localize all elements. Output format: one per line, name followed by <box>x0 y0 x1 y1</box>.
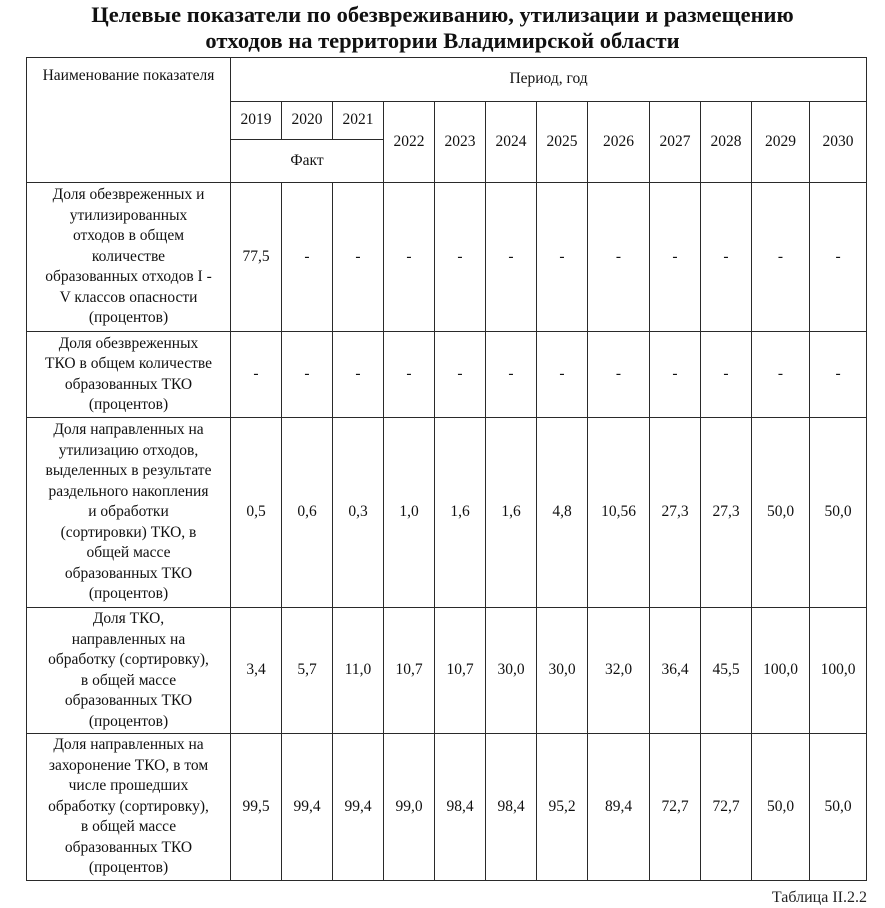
value-cell: 77,5 <box>231 183 282 332</box>
value-cell: 99,0 <box>384 734 435 881</box>
indicator-name-line: количестве <box>91 247 166 265</box>
indicator-name-line: Доля направленных на <box>53 736 204 754</box>
value-cell: 27,3 <box>650 418 701 608</box>
value-cell: 100,0 <box>752 608 810 734</box>
value-cell: - <box>435 332 486 418</box>
indicator-name-line: обработку (сортировку), <box>48 797 209 815</box>
value-cell: 72,7 <box>650 734 701 881</box>
value-cell: 98,4 <box>435 734 486 881</box>
value-cell: - <box>333 332 384 418</box>
value-cell: 11,0 <box>333 608 384 734</box>
value-cell: - <box>282 332 333 418</box>
value-cell: - <box>231 332 282 418</box>
value-cell: - <box>537 332 588 418</box>
value-cell: 50,0 <box>810 418 867 608</box>
indicator-name <box>27 734 231 881</box>
value-cell: 1,6 <box>486 418 537 608</box>
indicator-name-line: утилизацию отходов, <box>58 441 199 459</box>
header-fact: Факт <box>231 140 384 183</box>
value-cell: - <box>435 183 486 332</box>
value-cell: 50,0 <box>752 418 810 608</box>
value-cell: 27,3 <box>701 418 752 608</box>
value-cell: 72,7 <box>701 734 752 881</box>
value-cell: 0,6 <box>282 418 333 608</box>
table-row <box>27 608 867 734</box>
indicator-name-line: (сортировки) ТКО, в <box>60 523 197 541</box>
value-cell: - <box>752 183 810 332</box>
value-cell: 30,0 <box>486 608 537 734</box>
indicator-name-line: (процентов) <box>88 585 169 603</box>
indicator-name-line: образованных ТКО <box>64 692 193 709</box>
value-cell: 50,0 <box>752 734 810 881</box>
indicator-name-line: направленных на <box>71 630 186 648</box>
value-cell: - <box>752 332 810 418</box>
header-year: 2028 <box>701 102 752 183</box>
indicator-name <box>27 332 231 418</box>
indicator-name <box>27 183 231 332</box>
indicator-name-line: отходов в общем <box>72 227 185 245</box>
value-cell: - <box>282 183 333 332</box>
indicator-name-line: выделенных в результате <box>45 462 212 480</box>
value-cell: - <box>537 183 588 332</box>
page-title <box>0 2 885 54</box>
indicator-name-line: (процентов) <box>88 712 169 730</box>
value-cell: - <box>810 183 867 332</box>
indicator-name-line: V классов опасности <box>59 288 198 306</box>
indicator-name-line: захоронение ТКО, в том <box>48 756 209 774</box>
value-cell: 98,4 <box>486 734 537 881</box>
value-cell: 50,0 <box>810 734 867 881</box>
value-cell: - <box>588 183 650 332</box>
indicator-name-line: Доля ТКО, <box>92 610 165 627</box>
value-cell: - <box>384 183 435 332</box>
value-cell: - <box>486 332 537 418</box>
value-cell: 1,0 <box>384 418 435 608</box>
value-cell: - <box>384 332 435 418</box>
table-row <box>27 734 867 881</box>
value-cell: 36,4 <box>650 608 701 734</box>
value-cell: 4,8 <box>537 418 588 608</box>
header-year: 2024 <box>486 102 537 183</box>
value-cell: - <box>650 332 701 418</box>
indicator-name-line: образованных ТКО <box>64 375 193 393</box>
header-year: 2023 <box>435 102 486 183</box>
header-year: 2026 <box>588 102 650 183</box>
header-year: 2027 <box>650 102 701 183</box>
indicator-name-line: образованных ТКО <box>64 564 193 582</box>
value-cell: - <box>588 332 650 418</box>
value-cell: 5,7 <box>282 608 333 734</box>
indicator-name-line: ТКО в общем количестве <box>45 355 212 372</box>
header-year: 2022 <box>384 102 435 183</box>
indicator-name-line: образованных ТКО <box>64 838 193 856</box>
value-cell: 95,2 <box>537 734 588 881</box>
table-row <box>27 332 867 418</box>
value-cell: - <box>810 332 867 418</box>
indicator-name-line: в общей массе <box>80 671 177 689</box>
title-line-2: отходов на территории Владимирской области <box>205 28 680 53</box>
indicator-name-line: (процентов) <box>88 309 169 327</box>
value-cell: 10,56 <box>588 418 650 608</box>
header-year: 2025 <box>537 102 588 183</box>
value-cell: - <box>650 183 701 332</box>
header-period: Период, год <box>231 58 867 102</box>
indicator-name-line: Доля направленных на <box>53 421 204 439</box>
indicator-name-line: числе прошедших <box>68 777 189 795</box>
indicator-name-line: (процентов) <box>88 396 169 413</box>
table-row <box>27 418 867 608</box>
value-cell: - <box>701 183 752 332</box>
title-line-1: Целевые показатели по обезвреживанию, утилизации и размещению <box>91 2 794 27</box>
value-cell: 45,5 <box>701 608 752 734</box>
header-year: 2030 <box>810 102 867 183</box>
indicator-name-line: образованных отходов I - <box>45 268 212 286</box>
value-cell: 99,4 <box>282 734 333 881</box>
value-cell: 30,0 <box>537 608 588 734</box>
value-cell: 3,4 <box>231 608 282 734</box>
value-cell: 89,4 <box>588 734 650 881</box>
indicator-name <box>27 608 231 734</box>
table-row <box>27 183 867 332</box>
value-cell: 0,3 <box>333 418 384 608</box>
indicator-name-line: раздельного накопления <box>48 482 209 500</box>
indicator-name-line: и обработки <box>88 503 169 521</box>
indicator-name-line: (процентов) <box>88 859 169 877</box>
indicator-name-line: в общей массе <box>80 818 177 836</box>
value-cell: 100,0 <box>810 608 867 734</box>
value-cell: 32,0 <box>588 608 650 734</box>
value-cell: - <box>701 332 752 418</box>
value-cell: 99,5 <box>231 734 282 881</box>
header-year: 2019 <box>231 102 282 140</box>
indicator-name-line: утилизированных <box>69 206 188 224</box>
indicator-name-line: Доля обезвреженных и <box>52 186 205 204</box>
header-year: 2021 <box>333 102 384 140</box>
value-cell: 1,6 <box>435 418 486 608</box>
value-cell: - <box>333 183 384 332</box>
header-year: 2029 <box>752 102 810 183</box>
indicator-name <box>27 418 231 608</box>
table-caption: Таблица II.2.2 <box>771 889 867 906</box>
value-cell: 10,7 <box>435 608 486 734</box>
value-cell: - <box>486 183 537 332</box>
value-cell: 0,5 <box>231 418 282 608</box>
value-cell: 99,4 <box>333 734 384 881</box>
targets-table <box>26 57 867 881</box>
header-year: 2020 <box>282 102 333 140</box>
indicator-name-line: общей массе <box>86 544 171 562</box>
value-cell: 10,7 <box>384 608 435 734</box>
indicator-name-line: Доля обезвреженных <box>58 334 199 352</box>
indicator-name-line: обработку (сортировку), <box>48 651 209 668</box>
header-indicator-name: Наименование показателя <box>27 58 231 183</box>
